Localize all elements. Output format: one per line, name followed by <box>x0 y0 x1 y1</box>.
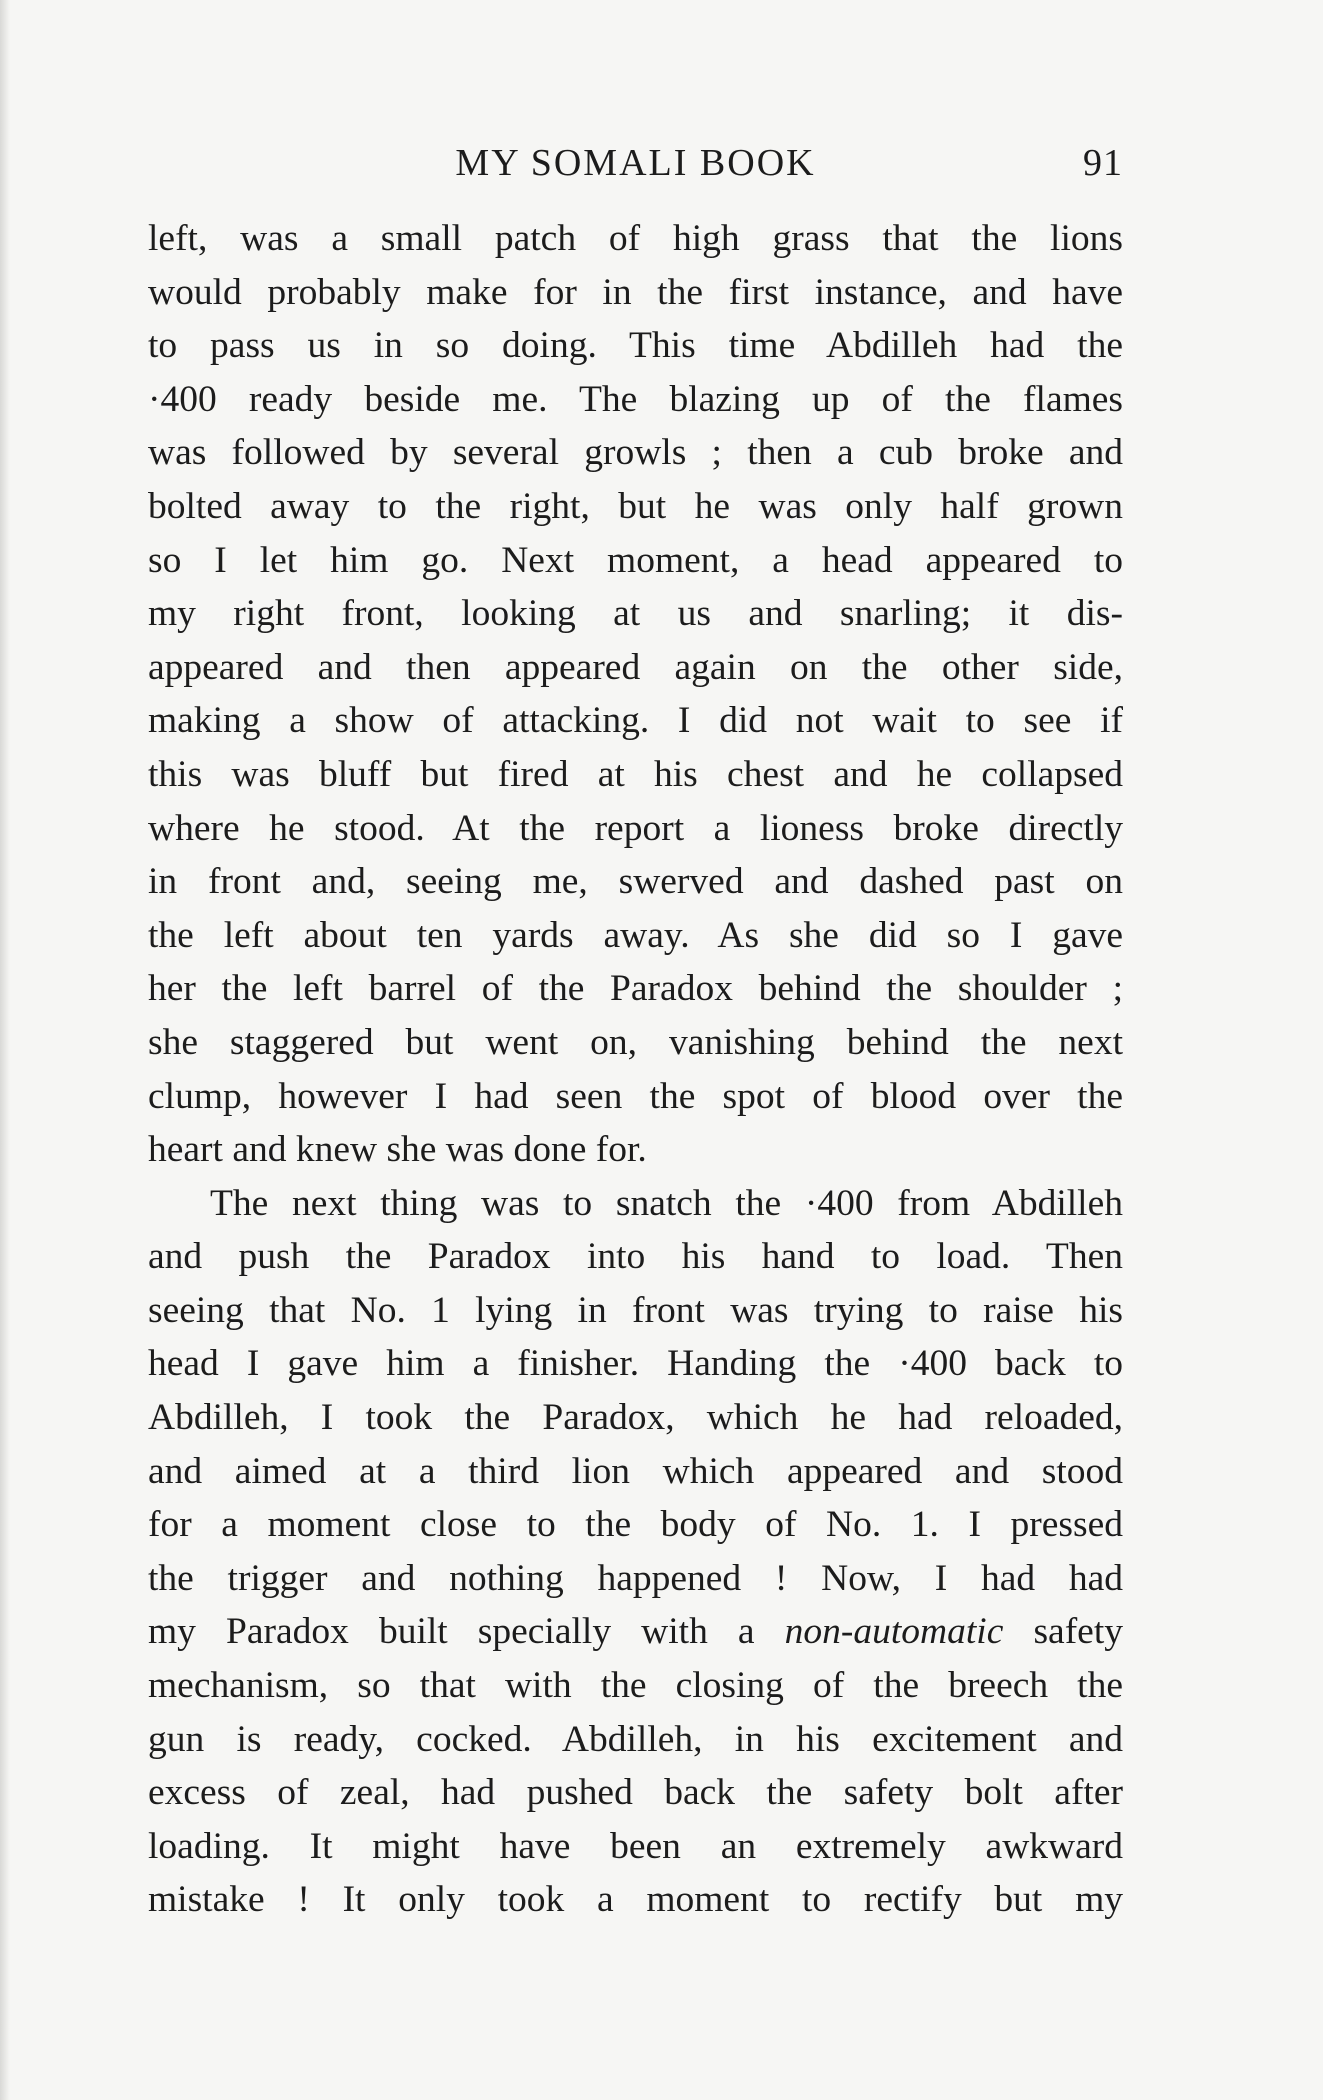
text-line: left, was a small patch of high grass that the lions <box>148 218 1123 259</box>
text-line: making a show of attacking. I did not wait to see if <box>148 700 1123 742</box>
text-line: where he stood. At the report a lioness broke directly <box>148 807 1123 849</box>
text-line: mistake ! It only took a moment to rectify but my <box>148 1879 1123 1921</box>
text-line: so I let him go. Next moment, a head appeared to <box>148 539 1123 581</box>
text-segment: my Paradox built specially with a <box>148 1611 785 1653</box>
text-line: loading. It might have been an extremely awkward <box>148 1825 1123 1867</box>
text-line: appeared and then appeared again on the other side, <box>148 646 1123 688</box>
text-line: the left about ten yards away. As she did so I gave <box>148 914 1123 956</box>
text-line: Abdilleh, I took the Paradox, which he had reloaded, <box>148 1397 1123 1439</box>
italic-term: non-automatic <box>784 1611 1004 1653</box>
text-line: head I gave him a finisher. Handing the ·400 back to <box>148 1343 1123 1385</box>
body-text <box>148 212 1123 1927</box>
text-line: this was bluff but fired at his chest and he collapsed <box>148 753 1123 795</box>
text-line: mechanism, so that with the closing of the breech the <box>148 1665 1123 1707</box>
text-line: and push the Paradox into his hand to load. Then <box>148 1236 1123 1278</box>
text-line: seeing that No. 1 lying in front was trying to raise his <box>148 1289 1123 1331</box>
text-line: my right front, looking at us and snarling; it dis- <box>148 593 1123 635</box>
running-title: MY SOMALI BOOK <box>455 142 816 184</box>
text-line: in front and, seeing me, swerved and dashed past on <box>148 861 1123 903</box>
text-line: was followed by several growls ; then a cub broke and <box>148 432 1123 474</box>
text-line: excess of zeal, had pushed back the safety bolt after <box>148 1772 1123 1814</box>
text-line: the trigger and nothing happened ! Now, I had had <box>148 1557 1123 1599</box>
text-line: her the left barrel of the Paradox behind the shoulder ; <box>148 968 1123 1010</box>
text-line: The next thing was to snatch the ·400 from Abdilleh <box>210 1182 1123 1224</box>
text-line: and aimed at a third lion which appeared and stood <box>148 1450 1123 1492</box>
text-line: to pass us in so doing. This time Abdilleh had the <box>148 325 1123 367</box>
text-line: she staggered but went on, vanishing behind the next <box>148 1021 1123 1063</box>
text-line-italic <box>148 1605 1123 1659</box>
text-line: heart and knew she was done for. <box>148 1129 647 1171</box>
text-line: would probably make for in the first instance, and have <box>148 271 1123 313</box>
text-line: for a moment close to the body of No. 1. I pressed <box>148 1504 1123 1546</box>
paragraph-1 <box>148 212 1123 1177</box>
text-line: ·400 ready beside me. The blazing up of the flames <box>148 378 1123 420</box>
page-number: 91 <box>1083 142 1123 184</box>
text-segment: safety <box>1003 1611 1123 1653</box>
text-line: bolted away to the right, but he was only half grown <box>148 485 1123 527</box>
running-head <box>148 138 1123 188</box>
text-line: clump, however I had seen the spot of blood over the <box>148 1075 1123 1117</box>
paragraph-2 <box>148 1177 1123 1927</box>
text-line: gun is ready, cocked. Abdilleh, in his excitement and <box>148 1718 1123 1760</box>
